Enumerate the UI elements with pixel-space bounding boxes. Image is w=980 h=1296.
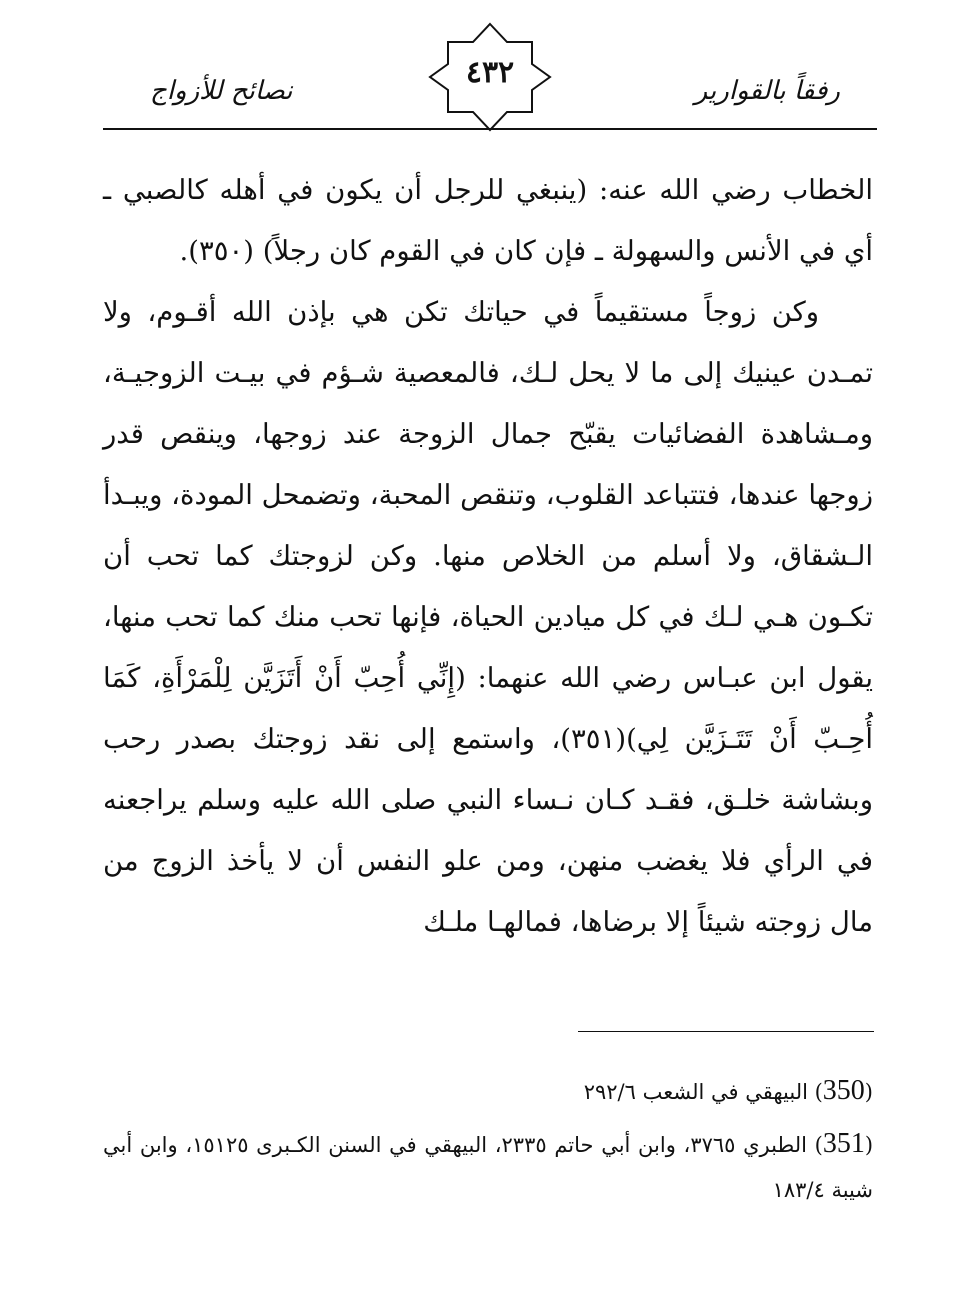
running-header-left: نصائح للأزواج (150, 76, 293, 106)
footnote-separator (578, 1031, 874, 1032)
footnotes (103, 1068, 873, 1219)
main-text (103, 160, 873, 953)
footnote-number: 350 (822, 1075, 865, 1106)
page-number-badge (428, 22, 552, 132)
footnote-text: الطبري ٣٧٦٥، وابن أبي حاتم ٢٣٣٥، البيهقي في السنن الكـبرى ١٥١٢٥، وابن أبي شيبة ١٨٣/٤ (103, 1133, 873, 1202)
footnote: (350) البيهقي في الشعب ٢٩٢/٦ (583, 1075, 873, 1106)
paragraph: وكن زوجاً مستقيماً في حياتك تكن هي بإذن الله أقـوم، ولا تمـدن عينيك إلى ما لا يحل لـك، فالمعصية شـؤم في بيـت الزوجيـة، ومـشاهدة الفضائيات يقبّح جمال الزوجة عند زوجها، وينقص قدر زوجها عندها، فتتباعد القلوب، وتنقص المحبة، وتضمحل المودة، ويبـدأ الـشقاق، ولا أسلم من الخلاص منها. وكن لزوجتك كما تحب أن تكـون هـي لـك في كل ميادين الحياة، فإنها تحب منك كما تحب منها، يقول ابن عبـاس رضي الله عنهما: (إِنِّي أُحِبّ أَنْ أَتَزَيَّن لِلْمَرْأَةِ، كَمَا أُحِـبّ أَنْ تَتَـزَيَّن لِي)(٣٥١)، واستمع إلى نقد زوجتك بصدر رحب وبشاشة خلـق، فقـد كـان نـساء النبي صلى الله عليه وسلم يراجعنه في الرأي فلا يغضب منهن، ومن علو النفس أن لا يأخذ الزوج من مال زوجته شيئاً إلا برضاها، فمالهـا ملـك (103, 296, 873, 938)
paragraph: الخطاب رضي الله عنه: (ينبغي للرجل أن يكون في أهله كالصبي ـ أي في الأنس والسهولة ـ فإن كان في القوم كان رجلاً) (٣٥٠). (103, 174, 873, 267)
page-number: ٤٣٢ (465, 55, 515, 90)
footnote: (351) الطبري ٣٧٦٥، وابن أبي حاتم ٢٣٣٥، البيهقي في السنن الكـبرى ١٥١٢٥، وابن أبي شيبة ١٨٣/٤ (103, 1128, 874, 1202)
footnote-number: 351 (822, 1128, 865, 1159)
header-rule (103, 128, 877, 130)
footnote-text: البيهقي في الشعب ٢٩٢/٦ (583, 1080, 808, 1104)
running-header-right: رفقاً بالقوارير (694, 76, 840, 106)
